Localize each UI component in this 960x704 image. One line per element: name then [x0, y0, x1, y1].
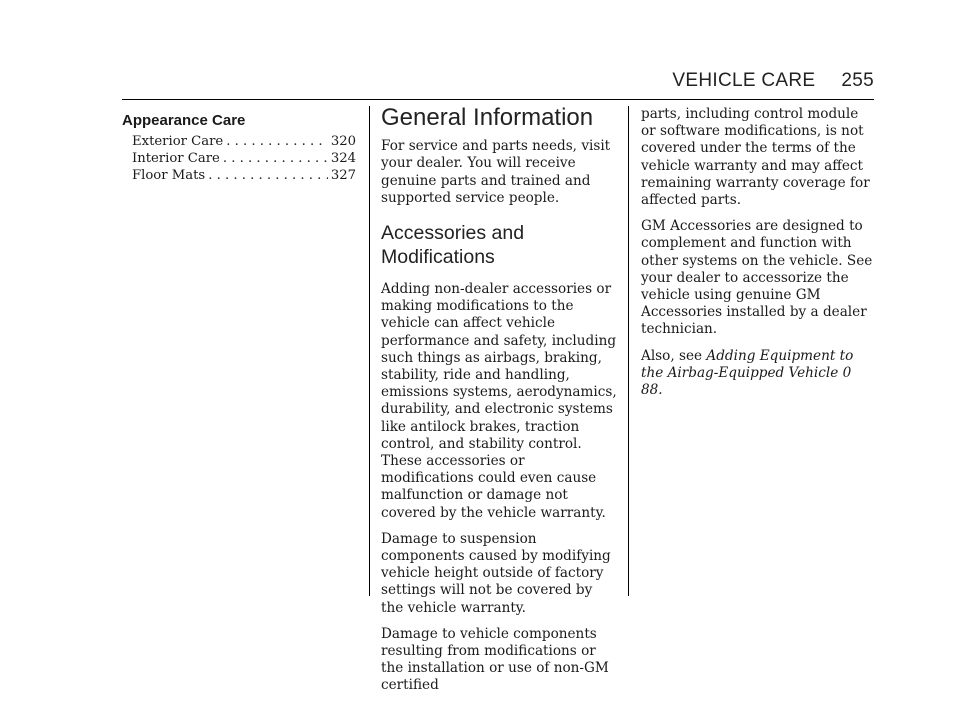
toc-item-label: Interior Care	[132, 151, 220, 167]
toc-leader	[208, 167, 328, 184]
see-also-page: 88.	[641, 382, 663, 399]
toc-item-label: Exterior Care	[132, 134, 224, 150]
accessories-paragraph-1: Adding non-dealer accessories or making modifications to the vehicle can affect vehicle performance and safety, including such things as airbags, braking, stability, ride and handling, emissions systems, aerodynamics, durability, and electronic systems like antilock brakes, traction control, and stability control. These accessories or modifications could even cause malfunction or damage not covered by the vehicle warranty.	[381, 281, 617, 521]
page-number: 255	[841, 70, 874, 91]
toc-item-page: 324	[330, 151, 356, 167]
column-divider	[369, 106, 370, 596]
toc-item-exterior-care[interactable]	[122, 133, 356, 150]
see-also-paragraph	[641, 348, 877, 400]
toc-item-page: 327	[330, 168, 356, 184]
accessories-heading	[381, 221, 617, 269]
toc-item-page: 320	[330, 134, 356, 150]
column-divider	[628, 106, 629, 596]
accessories-paragraph-3: Damage to vehicle components resulting from modifications or the installation or use of non-GM certified	[381, 625, 609, 694]
accessories-paragraph-2: Damage to suspension components caused by modifying vehicle height outside of factory settings will not be covered by the vehicle warranty.	[381, 530, 611, 616]
toc-title: Appearance Care	[122, 112, 246, 129]
general-information-heading: General Information	[381, 104, 594, 131]
accessories-heading-line1: Accessories and	[381, 222, 525, 245]
toc-leader	[223, 150, 328, 167]
toc-item-interior-care[interactable]	[122, 150, 356, 167]
accessories-heading-line2: Modifications	[381, 246, 495, 269]
section-name: VEHICLE CARE	[672, 70, 816, 91]
right-column	[641, 106, 877, 408]
toc-item-floor-mats[interactable]	[122, 167, 356, 184]
see-also-ref: Adding Equipment to the Airbag-Equipped Vehicle	[641, 347, 854, 381]
main-column	[381, 106, 617, 704]
accessories-paragraph-3-continued: parts, including control module or software modifications, is not covered under the terms of the vehicle warranty and may affect remaining warranty coverage for affected parts.	[641, 106, 870, 209]
see-also-prefix: Also, see	[641, 347, 703, 364]
general-paragraph: For service and parts needs, visit your dealer. You will receive genuine parts and trained and supported service people.	[381, 138, 611, 206]
accessories-paragraph-4: GM Accessories are designed to complement and function with other systems on the vehicle. See your dealer to accessorize the vehicle using genuine GM Accessories installed by a dealer technician.	[641, 218, 873, 338]
page-header	[672, 70, 874, 92]
toc-item-label: Floor Mats	[132, 168, 206, 184]
page-ref-icon: 0	[842, 364, 852, 381]
header-rule	[122, 99, 874, 100]
toc-column	[122, 106, 356, 184]
toc-leader	[226, 133, 328, 150]
